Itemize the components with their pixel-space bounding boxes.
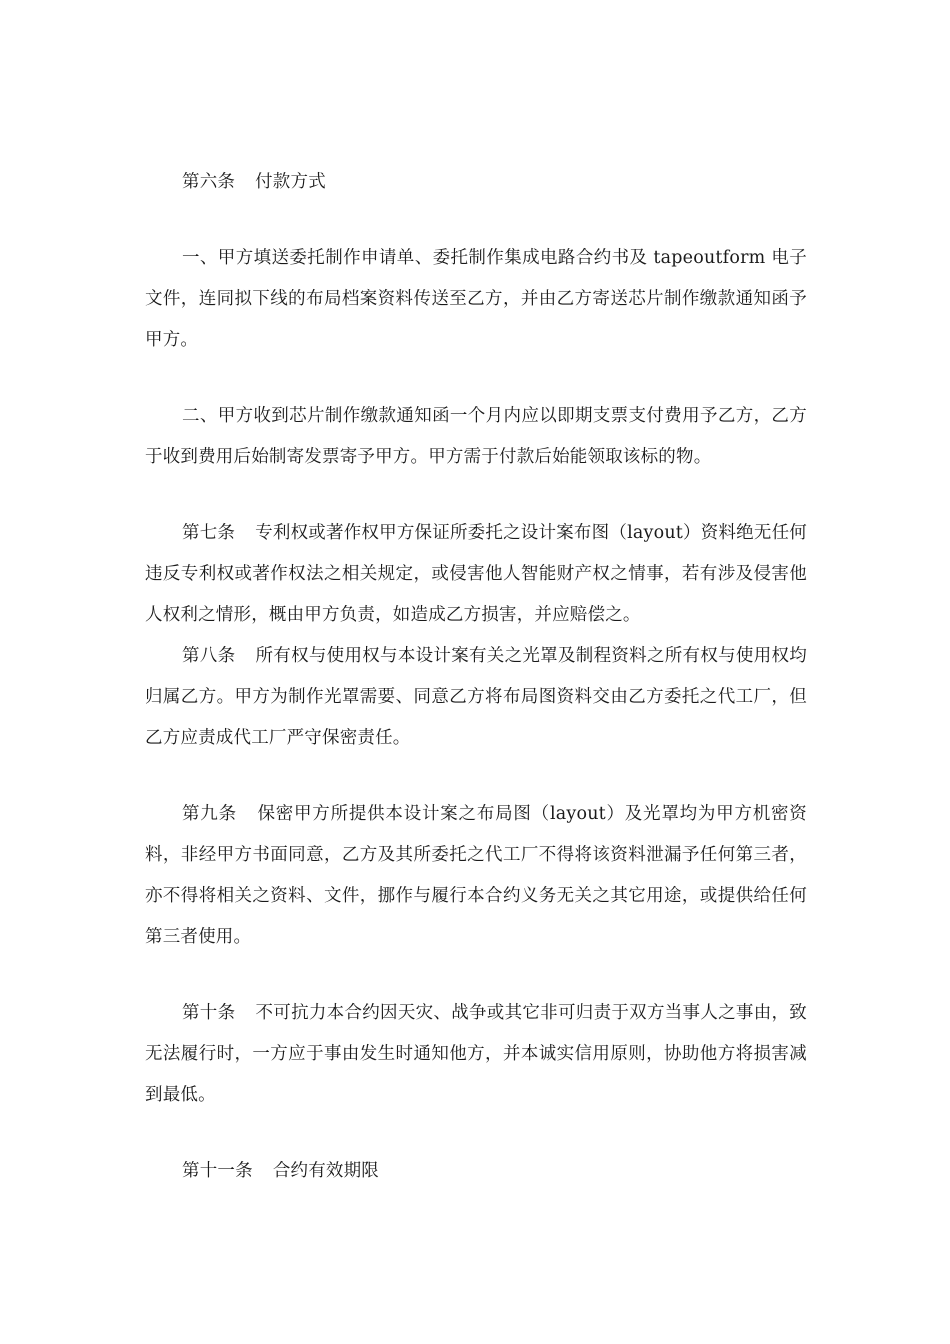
article-7-label: 第七条: [182, 523, 236, 543]
article-9-text: 保密甲方所提供本设计案之布局图（layout）及光罩均为甲方机密资料，非经甲方书面同意，乙方及其所委托之代工厂不得将该资料泄漏予任何第三者，亦不得将相关之资料、文件，挪作与履行本合约义务无关之其它用途，或提供给任何第三者使用。: [145, 804, 807, 947]
article-10-paragraph: [145, 993, 807, 1116]
article-11-heading: [145, 1151, 807, 1192]
payment-clause-2: 二、甲方收到芯片制作缴款通知函一个月内应以即期支票支付费用予乙方，乙方于收到费用后始制寄发票寄予甲方。甲方需于付款后始能领取该标的物。: [145, 406, 807, 467]
article-8-text: 所有权与使用权与本设计案有关之光罩及制程资料之所有权与使用权均归属乙方。甲方为制作光罩需要、同意乙方将布局图资料交由乙方委托之代工厂，但乙方应责成代工厂严守保密责任。: [145, 646, 807, 748]
article-11-label: 第十一条: [182, 1161, 253, 1181]
article-6-label: 第六条: [182, 172, 236, 192]
article-8-label: 第八条: [182, 646, 236, 666]
article-11-title: 合约有效期限: [272, 1161, 380, 1181]
article-6-heading: [145, 162, 807, 203]
article-7-text: 专利权或著作权甲方保证所委托之设计案布图（layout）资料绝无任何违反专利权或著作权法之相关规定，或侵害他人智能财产权之情事，若有涉及侵害他人权利之情形，概由甲方负责，如造成乙方损害，并应赔偿之。: [145, 523, 807, 625]
article-10-text: 不可抗力本合约因天灾、战争或其它非可归责于双方当事人之事由，致无法履行时，一方应于事由发生时通知他方，并本诚实信用原则，协助他方将损害减到最低。: [145, 1003, 807, 1105]
article-9-paragraph: [145, 794, 807, 958]
article-10-label: 第十条: [182, 1003, 236, 1023]
article-7-paragraph: [145, 513, 807, 636]
document-body: [145, 162, 807, 1192]
article-8-paragraph: [145, 636, 807, 759]
article-6-title: 付款方式: [255, 172, 326, 192]
article-9-label: 第九条: [182, 804, 237, 824]
payment-clause-1: 一、甲方填送委托制作申请单、委托制作集成电路合约书及 tapeoutform 电子文件，连同拟下线的布局档案资料传送至乙方，并由乙方寄送芯片制作缴款通知函予甲方。: [145, 248, 807, 350]
